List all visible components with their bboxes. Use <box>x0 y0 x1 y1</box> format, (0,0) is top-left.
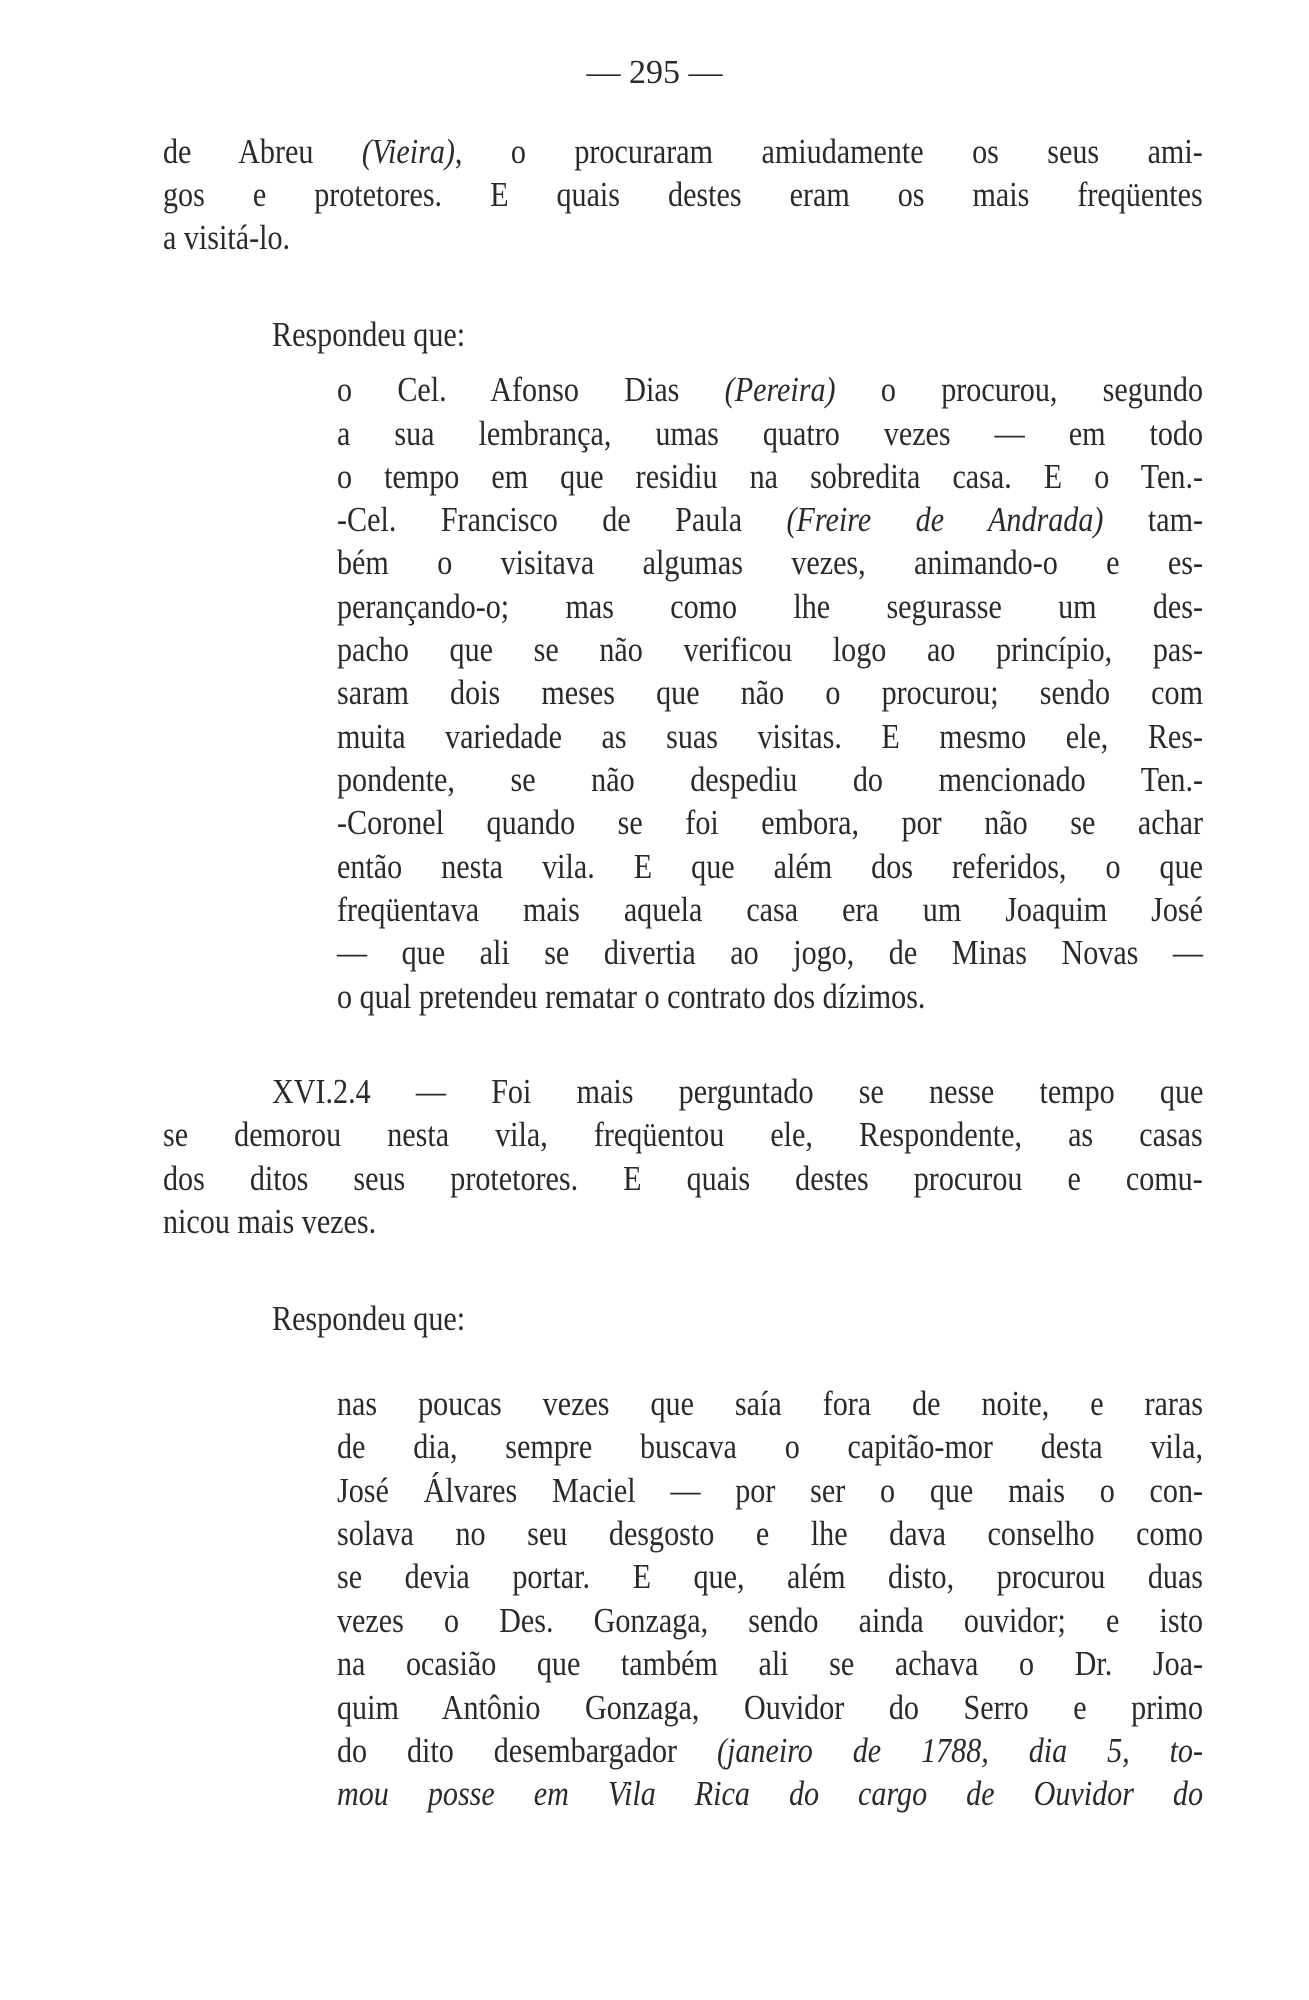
text-line-content <box>337 1686 1203 1730</box>
text-run: saram dois meses que não o procurou; sendo com <box>337 673 1204 712</box>
text-line-content <box>337 455 1203 499</box>
text-line <box>337 1469 1203 1513</box>
text-line-content <box>337 1425 1203 1469</box>
text-line-content <box>272 1297 1203 1341</box>
text-line <box>337 758 1203 802</box>
text-run: vezes o Des. Gonzaga, sendo ainda ouvidor; e isto <box>337 1601 1204 1640</box>
text-run: do dito desembargador <box>337 1731 717 1770</box>
text-line-content <box>337 1469 1203 1513</box>
text-line <box>163 1113 1203 1157</box>
text-run: Respondeu que: <box>272 315 466 354</box>
text-run: Respondeu que: <box>272 1299 466 1338</box>
text-line-content <box>163 216 1203 260</box>
text-run: bém o visitava algumas vezes, animando-o e es- <box>337 543 1204 582</box>
page-number: — 295 — <box>586 54 723 91</box>
text-line <box>272 1297 1203 1341</box>
text-line-content <box>337 412 1203 456</box>
text-run: de dia, sempre buscava o capitão-mor desta vila, <box>337 1427 1204 1466</box>
text-line <box>337 585 1203 629</box>
text-line-content <box>337 1512 1203 1556</box>
text-line <box>337 541 1203 585</box>
text-line-content <box>337 1642 1203 1686</box>
text-line-content <box>337 715 1203 759</box>
text-line <box>337 1555 1203 1599</box>
text-line-content <box>337 1772 1203 1816</box>
text-line <box>337 931 1203 975</box>
text-line <box>337 975 1203 1019</box>
text-line <box>163 1200 1203 1244</box>
italic-text: (Freire de Andrada) <box>786 500 1104 539</box>
text-run: José Álvares Maciel — por ser o que mais o con- <box>337 1471 1204 1510</box>
text-run: a sua lembrança, umas quatro vezes — em todo <box>337 414 1204 453</box>
text-line <box>337 671 1203 715</box>
italic-text: (Vieira) <box>361 132 455 171</box>
text-line-content <box>163 1200 1203 1244</box>
italic-text: (janeiro de 1788, dia 5, to- <box>716 1731 1204 1770</box>
text-line-content <box>337 1729 1203 1773</box>
text-line-content <box>337 758 1203 802</box>
text-line-content <box>337 931 1203 975</box>
text-line <box>337 888 1203 932</box>
text-run: o Cel. Afonso Dias <box>337 370 725 409</box>
text-line-content <box>337 585 1203 629</box>
text-line-content <box>272 1070 1203 1114</box>
text-run: pacho que se não verificou logo ao princípio, pas- <box>337 630 1204 669</box>
text-line <box>337 1512 1203 1556</box>
italic-text: mou posse em Vila Rica do cargo de Ouvidor do <box>337 1774 1204 1813</box>
text-run: na ocasião que também ali se achava o Dr. Joa- <box>337 1644 1204 1683</box>
text-run: o tempo em que residiu na sobredita casa. E o Ten.- <box>337 457 1204 496</box>
text-line-content <box>337 801 1203 845</box>
text-line <box>272 313 1203 357</box>
text-line-content <box>337 628 1203 672</box>
text-line <box>337 715 1203 759</box>
text-run: solava no seu desgosto e lhe dava conselho como <box>337 1514 1204 1553</box>
text-run: quim Antônio Gonzaga, Ouvidor do Serro e primo <box>337 1688 1204 1727</box>
text-line <box>337 801 1203 845</box>
text-line <box>337 368 1203 412</box>
text-run: de Abreu <box>163 132 362 171</box>
text-line <box>337 628 1203 672</box>
text-line <box>337 455 1203 499</box>
text-line-content <box>337 845 1203 889</box>
text-run: o qual pretendeu rematar o contrato dos dízimos. <box>337 977 926 1016</box>
text-run: — que ali se divertia ao jogo, de Minas Novas — <box>337 933 1204 972</box>
text-run: , o procuraram amiudamente os seus ami- <box>454 132 1203 171</box>
text-line <box>337 1772 1203 1816</box>
text-run: nas poucas vezes que saía fora de noite, e raras <box>337 1384 1204 1423</box>
text-run: gos e protetores. E quais destes eram os mais freqüentes <box>163 175 1203 214</box>
text-run: o procurou, segundo <box>835 370 1204 409</box>
text-line <box>337 1382 1203 1426</box>
text-line-content <box>337 368 1203 412</box>
text-line-content <box>272 313 1203 357</box>
text-line <box>337 1729 1203 1773</box>
text-line-content <box>337 671 1203 715</box>
text-line-content <box>163 173 1203 217</box>
text-line-content <box>337 888 1203 932</box>
text-run: então nesta vila. E que além dos referidos, o que <box>337 847 1204 886</box>
italic-text: (Pereira) <box>724 370 836 409</box>
text-line <box>337 498 1203 542</box>
text-line <box>337 1599 1203 1643</box>
text-line <box>337 845 1203 889</box>
text-line-content <box>337 498 1203 542</box>
text-run: tam- <box>1103 500 1204 539</box>
text-run: -Coronel quando se foi embora, por não se achar <box>337 803 1204 842</box>
text-line-content <box>163 1157 1203 1201</box>
text-run: -Cel. Francisco de Paula <box>337 500 787 539</box>
text-line-content <box>337 1382 1203 1426</box>
text-run: nicou mais vezes. <box>163 1202 377 1241</box>
text-run: freqüentava mais aquela casa era um Joaquim José <box>337 890 1204 929</box>
text-line-content <box>337 1555 1203 1599</box>
text-run: a visitá-lo. <box>163 218 291 257</box>
text-run: muita variedade as suas visitas. E mesmo ele, Res- <box>337 717 1204 756</box>
text-line-content <box>337 541 1203 585</box>
text-run: XVI.2.4 — Foi mais perguntado se nesse tempo que <box>272 1072 1204 1111</box>
text-line-content <box>163 1113 1203 1157</box>
text-run: se devia portar. E que, além disto, procurou duas <box>337 1557 1204 1596</box>
text-line-content <box>337 975 1203 1019</box>
text-line <box>163 216 1203 260</box>
text-run: pondente, se não despediu do mencionado Ten.- <box>337 760 1204 799</box>
text-line <box>337 1642 1203 1686</box>
text-line-content <box>337 1599 1203 1643</box>
text-line <box>272 1070 1203 1114</box>
text-line <box>163 173 1203 217</box>
text-run: se demorou nesta vila, freqüentou ele, Respondente, as casas <box>163 1115 1203 1154</box>
text-line <box>163 1157 1203 1201</box>
text-line <box>337 1686 1203 1730</box>
text-run: dos ditos seus protetores. E quais destes procurou e comu- <box>163 1159 1203 1198</box>
text-line <box>337 412 1203 456</box>
text-line-content <box>163 130 1203 174</box>
text-line <box>337 1425 1203 1469</box>
text-run: perançando-o; mas como lhe segurasse um des- <box>337 587 1204 626</box>
text-line <box>163 130 1203 174</box>
